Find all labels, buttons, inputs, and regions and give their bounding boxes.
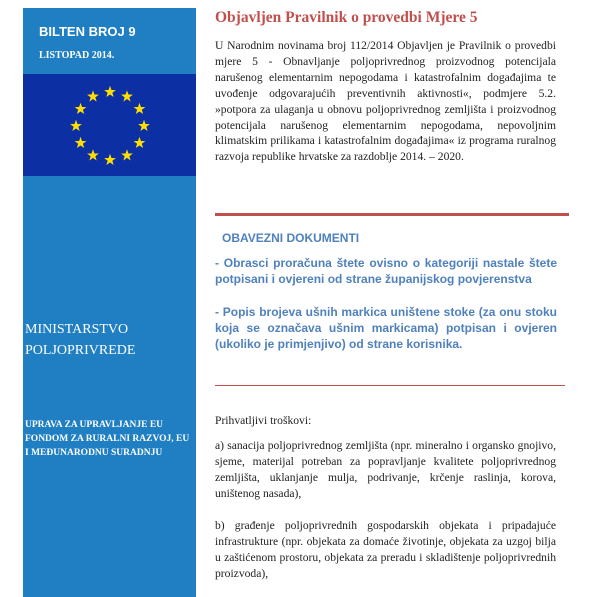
article-heading: Objavljen Pravilnik o provedbi Mjere 5 [215, 9, 478, 26]
star-icon [70, 120, 82, 131]
article-paragraph: U Narodnim novinama broj 112/2014 Objavljen je Pravilnik o provedbi mjere 5 - Obnavljanje poljoprivrednog proizvodnog potencijala narušenog elementarnim nepogodama i katastrofalnim događajima te uvođenje odgovarajućih preventivnih aktivnosti«, podmjere 5.2. »potpora za ulaganja u obnovu poljoprivrednog zemljišta i proizvodnog potencijala narušenog elementarnim nepogodama, nepovoljnim klimatskim prilikama i katastrofalnim događajima« iz programa ruralnog razvoja republike hrvatske za razdoblje 2014. – 2020. [215, 39, 556, 164]
star-icon [87, 90, 99, 101]
documents-title: OBAVEZNI DOKUMENTI [222, 231, 360, 245]
star-icon [87, 149, 99, 160]
bulletin-title: BILTEN BROJ 9 [39, 24, 136, 39]
section-divider [215, 213, 569, 216]
documents-item: - Obrasci proračuna štete ovisno o kategoriji nastale štete potpisani i ovjereni od strane županijskog povjerenstva [215, 256, 557, 286]
department-name: UPRAVA ZA UPRAVLJANJE EU FONDOM ZA RURALNI RAZVOJ, EU I MEĐUNARODNU SURADNJU [25, 420, 190, 458]
star-icon [134, 103, 146, 114]
costs-heading: Prihvatljivi troškovi: [215, 414, 312, 427]
star-icon [75, 137, 87, 148]
star-icon [75, 103, 87, 114]
documents-item: - Popis brojeva ušnih markica uništene stoke (za onu stoku koja se označava ušnim markicama) potpisan i ovjeren (ukoliko je primjenjivo) od strane korisnika. [215, 305, 557, 351]
star-icon [121, 149, 133, 160]
eu-flag-stars [23, 74, 196, 176]
costs-item: b) građenje poljoprivrednih gospodarskih objekata i pripadajuće infrastrukture (npr. objekata za domaće životinje, objekata za uzgoj bilja u zaštićenom prostoru, objekata za preradu i skladištenje poljoprivrednih proizvoda), [215, 519, 556, 580]
costs-item: a) sanacija poljoprivrednog zemljišta (npr. mineralno i organsko gnojivo, sjeme, materijal potreban za popravljanje kvalitete poljoprivrednog zemljišta, uklanjanje mulja, podrivanje, krčenje raslinja, korova, uništenog nasada), [215, 439, 556, 500]
star-icon [104, 86, 116, 97]
star-icon [104, 154, 116, 165]
star-icon [121, 90, 133, 101]
star-icon [138, 120, 150, 131]
sidebar [23, 8, 196, 597]
eu-flag-icon [23, 74, 196, 176]
star-icon [134, 137, 146, 148]
bulletin-date: LISTOPAD 2014. [39, 50, 115, 61]
ministry-name: MINISTARSTVO POLJOPRIVREDE [25, 322, 136, 358]
section-divider [215, 385, 565, 386]
